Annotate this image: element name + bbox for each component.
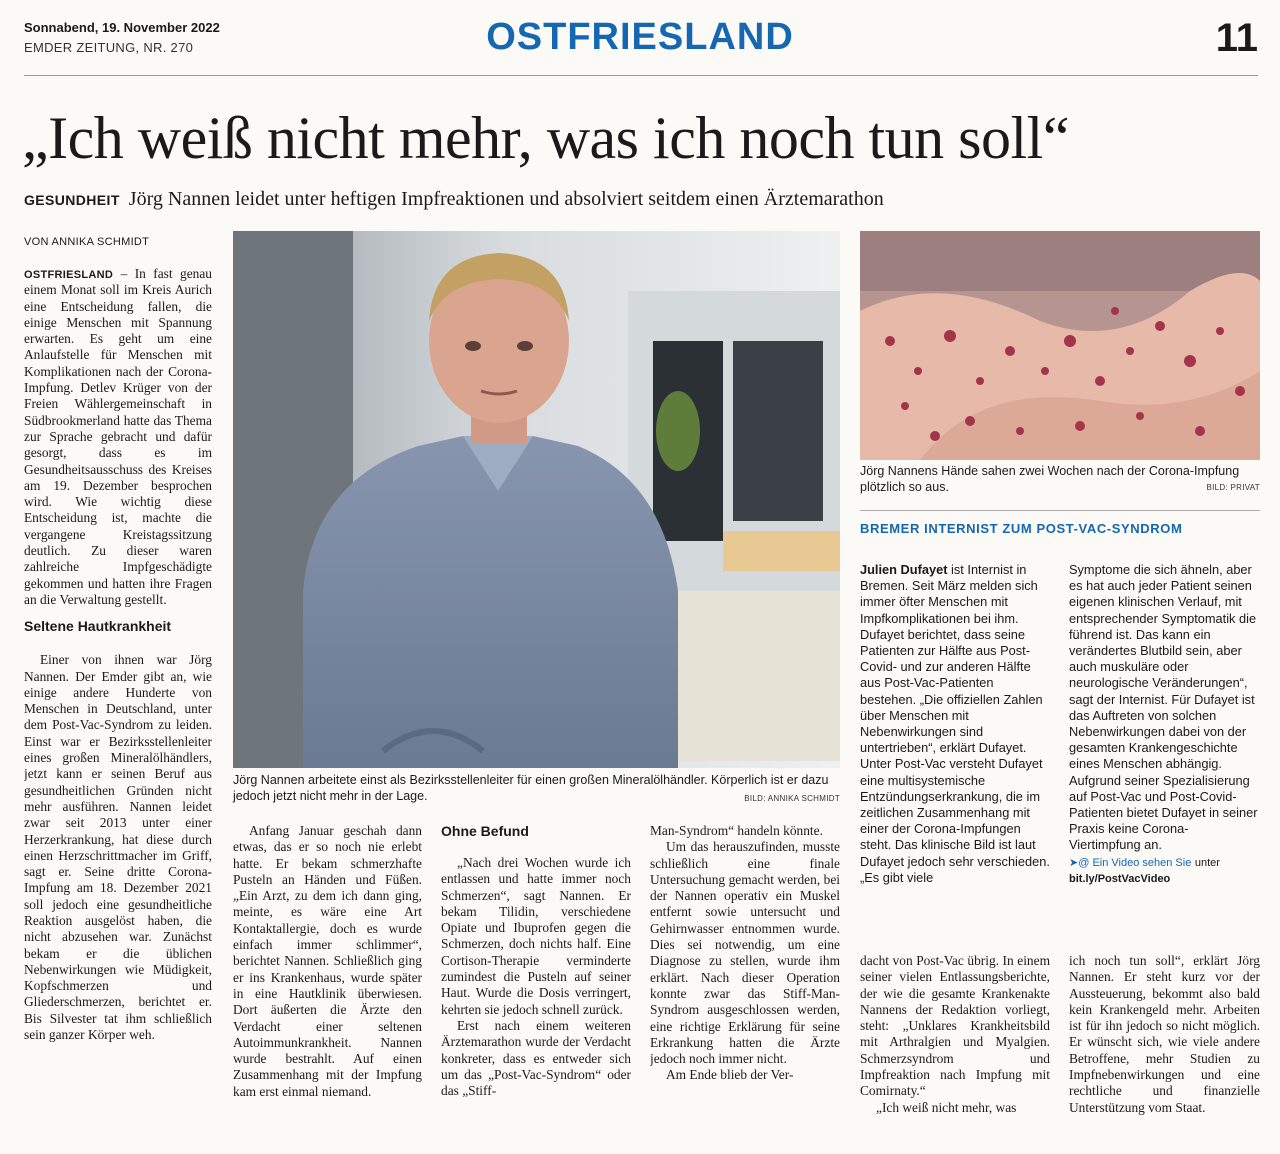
rash-hands-image [860, 231, 1260, 460]
subheading: Seltene Hautkrankheit [24, 618, 172, 635]
video-hint: ➤@ Ein Video sehen Sie [1069, 856, 1192, 869]
paragraph: „Ich weiß nicht mehr, was [876, 1099, 1017, 1115]
infobox-column-1 [860, 562, 1050, 926]
issue-date: Sonnabend, 19. November 2022 [24, 20, 220, 35]
paragraph: Erst nach einem weiteren Ärztemarathon wurde der Verdacht konkreter, dass es entweder sich um das „Post-Vac-Syndrom“ oder das „Stiff- [441, 1017, 631, 1099]
video-hint-suffix: unter [1194, 856, 1220, 869]
article-column-4 [650, 823, 840, 1143]
kicker-label: GESUNDHEIT [24, 192, 120, 208]
infobox-title: BREMER INTERNIST ZUM POST-VAC-SYNDROM [860, 521, 1183, 536]
article-column-1 [24, 266, 212, 1146]
publication-name: EMDER ZEITUNG, NR. 270 [24, 40, 194, 55]
video-link[interactable]: bit.ly/PostVacVideo [1069, 872, 1171, 885]
byline: VON ANNIKA SCHMIDT [24, 236, 150, 248]
paragraph: „Nach drei Wochen wurde ich entlassen und hatte immer noch Schmerzen“, sagt Nannen. Er bekam Tilidin, verschiedene Opiate und Ibuprofen gegen die Schmerzen, doch nichts half. Eine Cortison-Therapie verminderte zumindest die Pusteln auf seiner Haut. Wurde die Dosis verringert, kehrten sie jedoch schnell zurück. [441, 855, 631, 1017]
article-headline: „Ich weiß nicht mehr, was ich noch tun soll“ [22, 105, 1069, 171]
infobox-text: Symptome die sich ähneln, aber es hat auch jeder Patient seinen eigenen klinischen Verlauf, mit entsprechender Symptomatik die führend ist. Das kann ein verändertes Blutbild sein, aber auch muskuläre oder neurologische Veränderungen“, sagt der Internist. Für Dufayet ist das Auftreten von solchen Nebenwirkungen dabei von der gesamten Krankengeschichte eines Menschen abhängig. Aufgrund seiner Spezialisierung auf Post-Vac und Post-Covid-Patienten bietet Dufayet in seiner Praxis keine Corona-Viertimpfung an. [1069, 562, 1258, 853]
infobox-divider [860, 510, 1260, 511]
article-column-2 [233, 823, 422, 1143]
caption-text: Jörg Nannens Hände sahen zwei Wochen nach der Corona-Impfung plötzlich so aus. [860, 464, 1240, 494]
paragraph: dacht von Post-Vac übrig. In einem seiner vielen Entlassungsberichte, der wie die gesamte Krankenakte Nannens der Redaktion vorliegt, steht: „Unklares Krankheitsbild mit Arthralgien und Myalgien. Schmerzsyndrom und Impfreaktion nach Impfung mit Comirnaty.“ [860, 953, 1050, 1099]
photo-credit: BILD: PRIVAT [1206, 483, 1260, 492]
article-subheadline [24, 188, 1264, 211]
paragraph: Anfang Januar geschah dann etwas, das er so noch nie erlebt hatte. Er bekam schmerzhafte Pusteln an Händen und Füßen. „Ein Arzt, zu dem ich dann ging, meinte, es wäre eine Art Kontaktallergie, doch es wurde einfach immer schlimmer“, berichtet Nannen. Schließlich ging er ins Krankenhaus, wurde später in eine Hautklinik überwiesen. Dort äußerten die Ärzte den Verdacht einer seltenen Autoimmunkrankheit. Nannen wurde bestrahlt. Auf einen Zusammenhang mit der Impfung kam erst einmal niemand. [233, 823, 422, 1099]
photo-credit: BILD: ANNIKA SCHMIDT [744, 794, 840, 803]
infobox-name: Julien Dufayet [860, 562, 948, 577]
paragraph [24, 266, 212, 608]
hand-photo-caption [860, 463, 1260, 495]
subheadline-text: Jörg Nannen leidet unter heftigen Impfreaktionen und absolviert seitdem einen Ärztemarathon [128, 188, 884, 210]
paragraph: Am Ende blieb der Ver- [666, 1067, 794, 1083]
infobox-text: ist Internist in Bremen. Seit März melden sich immer öfter Menschen mit Impfkomplikationen bei ihm. Dufayet berichtet, dass seine Patienten zur Hälfte aus Post-Covid- und zur anderen Hälfte aus Post-Vac-Patienten bestehen. „Die offiziellen Zahlen über Menschen mit Nebenwirkungen sind untertrieben“, erklärt Dufayet. Unter Post-Vac versteht Dufayet eine multisystemische Entzündungserkrankung, die im zeitlichen Zusammenhang mit einer der Corona-Impfungen steht. Das klinische Bild ist laut Dufayet jedoch sehr verschieden. „Es gibt viele [860, 562, 1050, 885]
dateline: OSTFRIESLAND [24, 269, 114, 281]
page-number: 11 [1215, 16, 1258, 60]
paragraph-text: – In fast genau einem Monat soll im Kreis Aurich eine Entscheidung fallen, die einige Menschen mit Spannung erwarten. Es geht um eine Anlaufstelle für Menschen mit Komplikationen nach der Corona-Impfung. Detlev Krüger von der Freien Wählergemeinschaft in Südbrookmerland hatte das Thema zur Sprache gebracht und dafür gesorgt, dass es im Gesundheitsausschuss des Kreises am 19. Dezember besprochen wird. Wie wichtig diese Entscheidung ist, machte die vergangene Kreistagssitzung deutlich. Zu dieser waren zahlreiche Impfgeschädigte gekommen und hatten ihre Fragen an die Verwaltung gestellt. [24, 266, 212, 607]
main-photo [233, 231, 840, 768]
paragraph: Einer von ihnen war Jörg Nannen. Der Emder gibt an, wie einige andere Hunderte von Menschen in Deutschland, unter dem Post-Vac-Syndrom zu leiden. Einst war er Bezirksstellenleiter eines großen Mineralölhändlers, jetzt kann er seinen Beruf aus gesundheitlichen Gründen nicht mehr ausführen. Nannen leidet zwar seit 2013 unter einer Herzerkrankung, hat diese durch einen Herzschrittmacher im Griff, sagt er. Seine dritte Corona-Impfung am 18. Dezember 2021 soll jedoch eine gesundheitliche Reaktion ausgelöst haben, die nicht abzusehen war. Zunächst bekam er die üblichen Nebenwirkungen wie Müdigkeit, Kopfschmerzen und Gliederschmerzen, berichtet er. Bis Silvester tat ihm schließlich sein ganzer Körper weh. [24, 652, 212, 1043]
infobox-column-2 [1069, 562, 1260, 926]
article-column-5 [860, 953, 1050, 1145]
subheading: Ohne Befund [441, 823, 529, 839]
main-photo-caption [233, 772, 840, 804]
header-divider [24, 75, 1258, 76]
caption-text: Jörg Nannen arbeitete einst als Bezirksstellenleiter für einen großen Mineralölhändler. Körperlich ist er dazu jedoch jetzt nicht mehr in der Lage. [233, 773, 829, 803]
article-column-3 [441, 823, 631, 1143]
hand-photo [860, 231, 1260, 460]
man-portrait-image [233, 231, 840, 768]
section-title: OSTFRIESLAND [486, 16, 794, 58]
paragraph: Um das herauszufinden, musste schließlich eine finale Untersuchung gemacht werden, bei der Nannen operativ ein Muskel entfernt sowie untersucht und Gehirnwasser entnommen wurde. Dies sei notwendig, um eine Diagnose zu stellen, wurde ihm erklärt. Nach dieser Operation konnte zwar das Stiff-Man-Syndrom ausgeschlossen werden, eine richtige Erklärung für seine Erkrankung hatten die Ärzte jedoch noch immer nicht. [650, 839, 840, 1067]
article-column-6 [1069, 953, 1260, 1145]
paragraph: Man-Syndrom“ handeln könnte. [650, 823, 823, 838]
paragraph: ich noch tun soll“, erklärt Jörg Nannen. Er steht kurz vor der Aussteuerung, bekommt also bald kein Krankengeld mehr. Arbeiten ist für ihn jedoch so nicht möglich. Er wünscht sich, wie viele andere Betroffene, mehr Studien zu Impfnebenwirkungen und eine rechtliche und finanzielle Unterstützung vom Staat. [1069, 953, 1260, 1115]
